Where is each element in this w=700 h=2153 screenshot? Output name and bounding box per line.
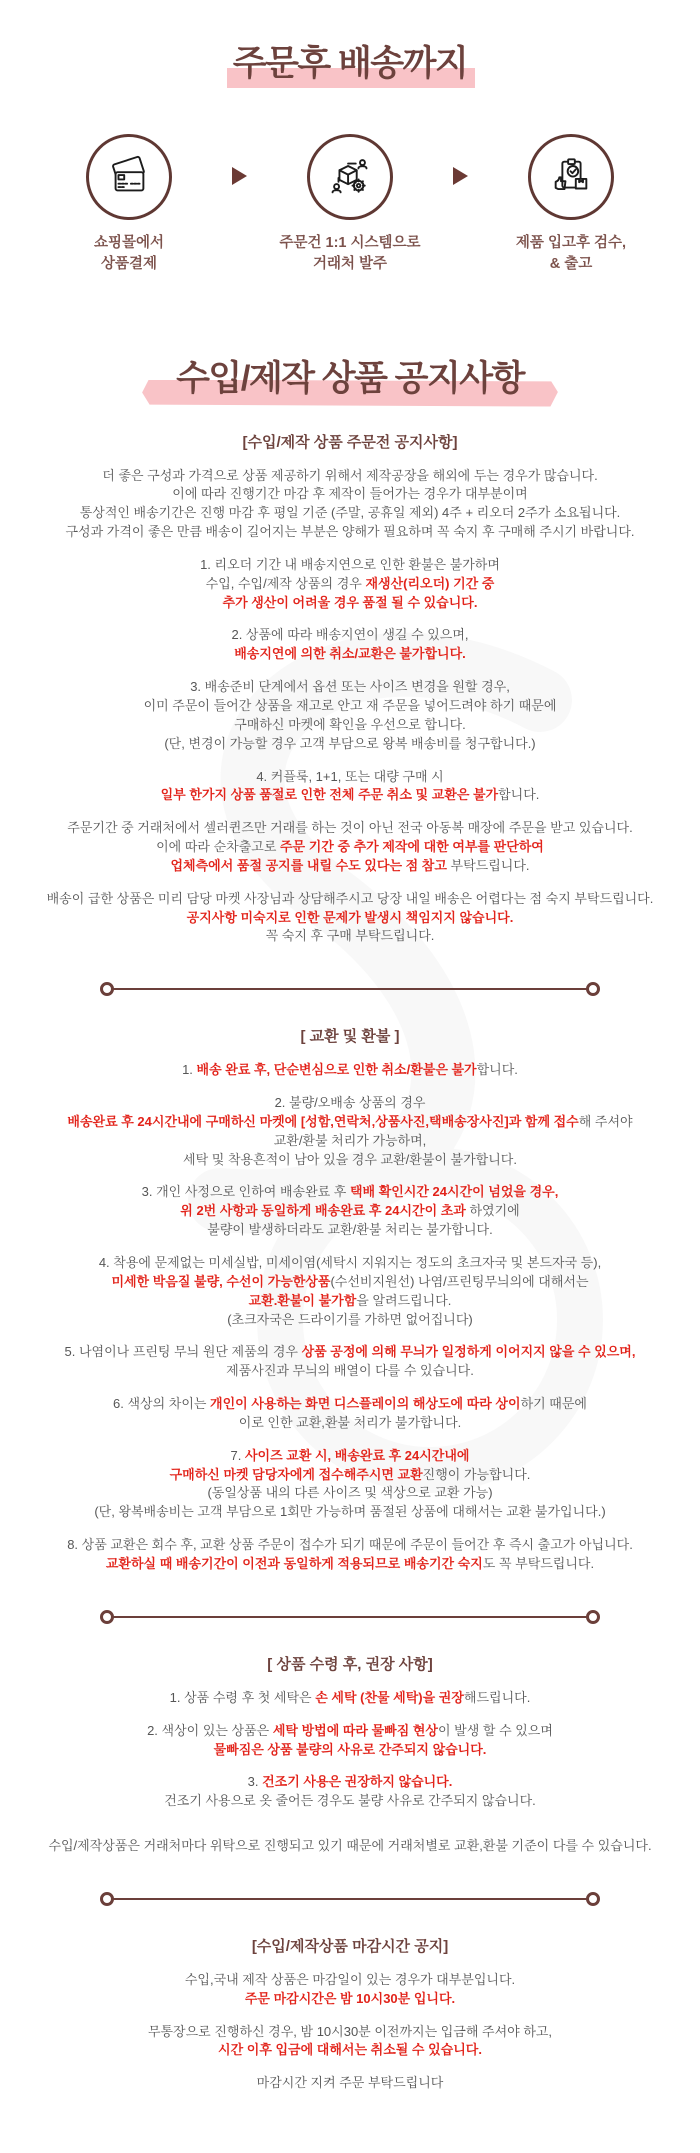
care-item-2: 2. 색상이 있는 상품은 세탁 방법에 따라 물빠짐 현상이 발생 할 수 있으며 물빠짐은 상품 불량의 사유로 간주되지 않습니다.: [147, 1722, 553, 1757]
process-step-payment: [40, 134, 218, 275]
title-text: 수입/제작 상품 공지사항: [176, 359, 524, 399]
section-divider: [100, 1892, 600, 1906]
care-item-3: 3. 건조기 사용은 권장하지 않습니다. 건조기 사용으로 옷 줄어든 경우도 불량 사유로 간주되지 않습니다.: [164, 1774, 536, 1809]
section-divider: [100, 982, 600, 996]
page-title-order-to-delivery: [233, 44, 467, 84]
exchange-item-2: 2. 불량/오배송 상품의 경우 배송완료 후 24시간내에 구매하신 마켓에 [성함,연락처,상품사진,택배송장사진]과 함께 접수해 주셔야 교환/환불 처리가 가능하며, 세탁 및 착용흔적이 남아 있을 경우 교환/환불이 불가합니다.: [67, 1095, 633, 1167]
divider-ring-left: [100, 1610, 114, 1624]
section-deadline-notice: [0, 1936, 700, 2093]
divider-ring-left: [100, 982, 114, 996]
divider-line: [113, 988, 587, 990]
arrow-right-icon: [232, 167, 247, 185]
divider-line: [113, 1898, 587, 1900]
process-step-order-system: [261, 134, 439, 275]
exchange-item-3: 3. 개인 사정으로 인하여 배송완료 후 택배 확인시간 24시간이 넘었을 경우, 위 2번 사항과 동일하게 배송완료 후 24시간이 초과 하였기에 불량이 발생하더라도 교환/환불 처리는 불가합니다.: [141, 1184, 559, 1238]
step-label: 제품 입고후 검수, & 출고: [515, 235, 627, 273]
order-system-icon: [307, 134, 393, 220]
process-step-inspection: [482, 134, 660, 275]
divider-ring-right: [586, 1610, 600, 1624]
section-exchange-refund: [0, 1026, 700, 1574]
section-header-exchange: [ 교환 및 환불 ]: [300, 1028, 400, 1046]
section-header-preorder: [수입/제작 상품 주문전 공지사항]: [242, 433, 458, 451]
deadline-paragraph-3: 마감시간 지켜 주문 부탁드립니다: [256, 2075, 444, 2091]
inspection-shipping-icon: [528, 134, 614, 220]
section-care-recommendation: [0, 1654, 700, 1856]
title-text: 주문후 배송까지: [232, 44, 468, 83]
divider-line: [113, 1616, 587, 1618]
deadline-paragraph-2: 무통장으로 진행하신 경우, 밤 10시30분 이전까지는 입금해 주셔야 하고, 시간 이후 입금에 대해서는 취소될 수 있습니다.: [147, 2023, 553, 2058]
section-preorder-notice: [0, 432, 700, 947]
divider-ring-right: [586, 982, 600, 996]
section-header-deadline: [수입/제작상품 마감시간 공지]: [251, 1937, 449, 1955]
preorder-item-1: 1. 리오더 기간 내 배송지연으로 인한 환불은 불가하며 수입, 수입/제작 상품의 경우 재생산(리오더) 기간 중 추가 생산이 어려울 경우 품절 될 수 있습니다.: [200, 556, 500, 610]
card-payment-icon: [86, 134, 172, 220]
notice-title-row: [0, 359, 700, 399]
order-process-flow: [0, 134, 700, 275]
preorder-wholesale-paragraph: 주문기간 중 거래처에서 셀러퀸즈만 거래를 하는 것이 아닌 전국 아동복 매장에 주문을 받고 있습니다. 이에 따라 순차출고로 주문 기간 중 추가 제작에 대한 여부를 판단하여 업체측에서 품절 공지를 내릴 수도 있다는 점 참고 부탁드립니다.: [67, 820, 633, 873]
care-item-1: 1. 상품 수령 후 첫 세탁은 손 세탁 (찬물 세탁)을 권장해드립니다.: [169, 1689, 531, 1705]
preorder-item-3: 3. 배송준비 단계에서 옵션 또는 사이즈 변경을 원할 경우, 이미 주문이 들어간 상품을 재고로 안고 재 주문을 넣어드려야 하기 때문에 구매하신 마켓에 확인을 우선으로 합니다. (단, 변경이 가능할 경우 고객 부담으로 왕복 배송비를 청구합니다.): [143, 679, 557, 751]
page-title-import-notice: [176, 359, 524, 399]
preorder-item-4: 4. 커플룩, 1+1, 또는 대량 구매 시 일부 한가지 상품 품절로 인한 전체 주문 취소 및 교환은 불가합니다.: [160, 768, 540, 803]
divider-ring-left: [100, 1892, 114, 1906]
preorder-intro-paragraph: 더 좋은 구성과 가격으로 상품 제공하기 위해서 제작공장을 해외에 두는 경우가 많습니다. 이에 따라 진행기간 마감 후 제작이 들어가는 경우가 대부분이며 통상적인 배송기간은 진행 마감 후 평일 기준 (주말, 공휴일 제외) 4주 + 리오더 2주가 소요됩니다. 구성과 가격이 좋은 만큼 배송이 길어지는 부분은 양해가 필요하며 꼭 숙지 후 구매해 주시기 바랍니다.: [65, 467, 635, 540]
exchange-item-7: 7. 사이즈 교환 시, 배송완료 후 24시간내에 구매하신 마켓 담당자에게 접수해주시면 교환진행이 가능합니다. (동일상품 내의 다른 사이즈 및 색상으로 교환 가능) (단, 왕복배송비는 고객 부담으로 1회만 가능하며 품절된 상품에 대해서는 교환 불가입니다.): [94, 1447, 606, 1520]
care-consignment-note: 수입/제작상품은 거래처마다 위탁으로 진행되고 있기 때문에 거래처별로 교환,환불 기준이 다를 수 있습니다.: [48, 1838, 652, 1854]
arrow-right-icon: [453, 167, 468, 185]
section-divider: [100, 1610, 600, 1624]
exchange-item-8: 8. 상품 교환은 회수 후, 교환 상품 주문이 접수가 되기 때문에 주문이 들어간 후 즉시 출고가 아닙니다. 교환하실 때 배송기간이 이전과 동일하게 적용되므로 배송기간 숙지도 꼭 부탁드립니다.: [67, 1537, 633, 1571]
section-header-care: [ 상품 수령 후, 권장 사항]: [267, 1655, 433, 1673]
exchange-item-5: 5. 나염이나 프린팅 무늬 원단 제품의 경우 상품 공정에 의해 무늬가 일정하게 이어지지 않을 수 있으며, 제품사진과 무늬의 배열이 다를 수 있습니다.: [64, 1344, 636, 1379]
exchange-item-4: 4. 착용에 문제없는 미세실밥, 미세이염(세탁시 지워지는 정도의 초크자국 및 본드자국 등), 미세한 박음질 불량, 수선이 가능한상품(수선비지원선) 나염/프린팅무늬의에 대해서는 교환.환불이 불가함을 알려드립니다. (초크자국은 드라이기를 가하면 없어집니다): [98, 1255, 602, 1327]
exchange-item-6: 6. 색상의 차이는 개인이 사용하는 화면 디스플레이의 해상도에 따라 상이하기 때문에 이로 인한 교환,환불 처리가 불가합니다.: [113, 1396, 587, 1430]
preorder-item-2: 2. 상품에 따라 배송지연이 생길 수 있으며, 배송지연에 의한 취소/교환은 불가합니다.: [231, 627, 469, 662]
step-label: 주문건 1:1 시스템으로 거래처 발주: [279, 235, 421, 273]
divider-ring-right: [586, 1892, 600, 1906]
step-label: 쇼핑몰에서 상품결제: [93, 235, 165, 273]
main-title-row: [0, 44, 700, 84]
exchange-item-1: 1. 배송 완료 후, 단순변심으로 인한 취소/환불은 불가합니다.: [182, 1062, 518, 1078]
preorder-urgent-paragraph: 배송이 급한 상품은 미리 담당 마켓 사장님과 상담해주시고 당장 내일 배송은 어렵다는 점 숙지 부탁드립니다. 공지사항 미숙지로 인한 문제가 발생시 책임지지 않습니다. 꼭 숙지 후 구매 부탁드립니다.: [46, 890, 654, 944]
deadline-paragraph-1: 수입,국내 제작 상품은 마감일이 있는 경우가 대부분입니다. 주문 마감시간은 밤 10시30분 입니다.: [184, 1971, 516, 2006]
